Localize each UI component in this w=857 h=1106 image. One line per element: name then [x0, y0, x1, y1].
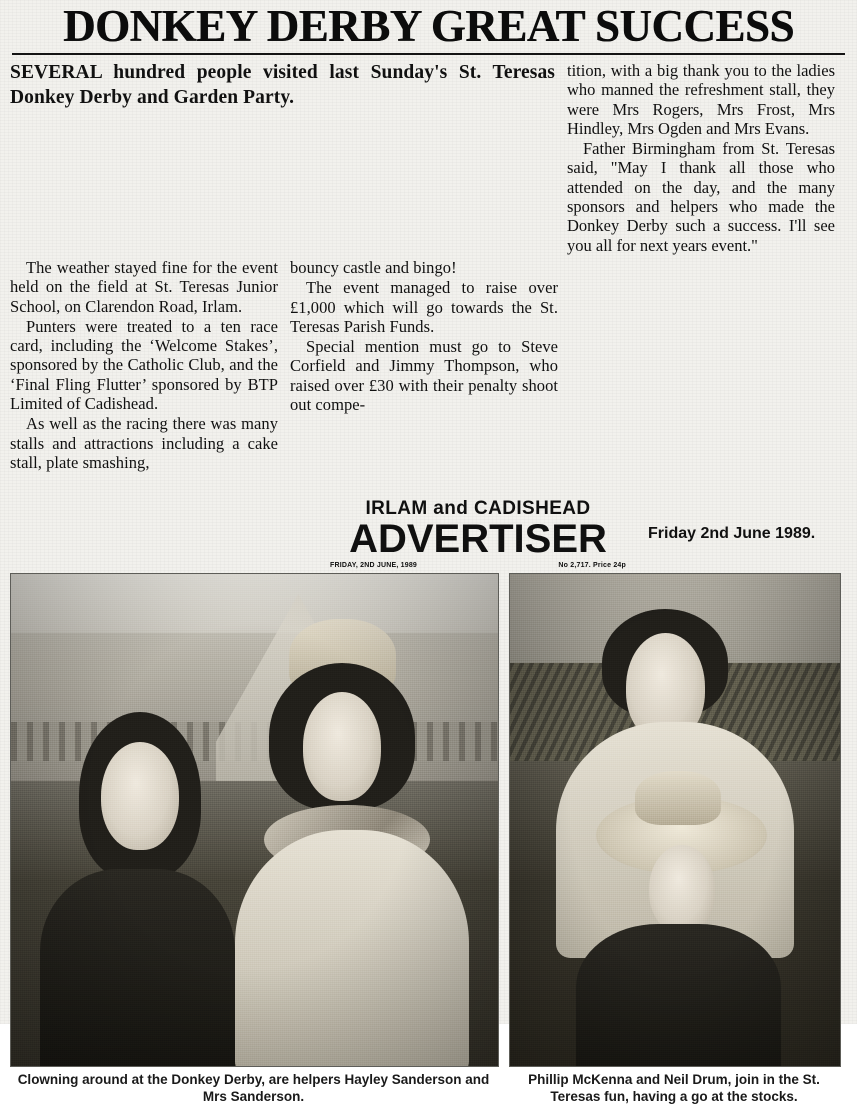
photo-right-caption: Phillip McKenna and Neil Drum, join in the St. Teresas fun, having a go at the stocks. — [528, 1072, 820, 1105]
paragraph: Special mention must go to Steve Corfield and Jimmy Thompson, who raised over £30 with their penalty shoot out compe- — [290, 337, 558, 415]
masthead-line-2: ADVERTISER — [349, 517, 607, 562]
photo-gallery — [10, 573, 847, 1106]
paragraph: The event managed to raise over £1,000 which will go towards the St. Teresas Parish Funds. — [290, 278, 558, 336]
column-1 — [10, 258, 278, 473]
paragraph: Punters were treated to a ten race card, including the ‘Welcome Stakes’, sponsored by the Catholic Club, and the ‘Final Fling Flutter’ sponsored by BTP Limited of Cadishead. — [10, 316, 278, 414]
photo-cell-right — [509, 573, 841, 1106]
column-3-top — [567, 61, 835, 256]
paragraph: The weather stayed fine for the event held on the field at St. Teresas Junior School, on Clarendon Road, Irlam. — [10, 257, 278, 316]
masthead-line-1: IRLAM and CADISHEAD — [365, 498, 591, 520]
advertiser-masthead — [328, 499, 628, 569]
paragraph: tition, with a big thank you to the ladies who manned the refreshment stall, they were Mrs Rogers, Mrs Frost, Mrs Hindley, Mrs Ogden and Mrs Evans. — [567, 61, 835, 138]
lead-paragraph: SEVERAL hundred people visited last Sunday's St. Teresas Donkey Derby and Garden Party. — [10, 62, 555, 108]
issue-date: Friday 2nd June 1989. — [648, 525, 816, 543]
column-2 — [290, 258, 558, 473]
photo-cell-left — [10, 573, 499, 1106]
photo-right — [509, 573, 841, 1067]
lead-section — [10, 61, 847, 256]
photo-left — [10, 573, 499, 1067]
body-columns — [10, 258, 847, 473]
masthead-small-row — [328, 562, 628, 569]
masthead-small-left: FRIDAY, 2ND JUNE, 1989 — [330, 562, 418, 570]
column-3-spacer — [570, 258, 838, 473]
masthead-logo-row — [328, 477, 847, 569]
photo-left-caption: Clowning around at the Donkey Derby, are helpers Hayley Sanderson and Mrs Sanderson. — [17, 1072, 490, 1105]
paragraph: As well as the racing there was many stalls and attractions including a cake stall, plate smashing, — [10, 414, 278, 472]
headline-rule — [12, 53, 845, 55]
masthead-small-right: No 2,717. Price 24p — [558, 562, 626, 570]
paragraph: Father Birmingham from St. Teresas said, "May I thank all those who attended on the day, and the many sponsors and helpers who made the Donkey Derby such a success. I'll see you all for next years event." — [567, 139, 835, 255]
page-title: DONKEY DERBY GREAT SUCCESS — [63, 1, 794, 51]
paragraph: bouncy castle and bingo! — [290, 257, 457, 277]
